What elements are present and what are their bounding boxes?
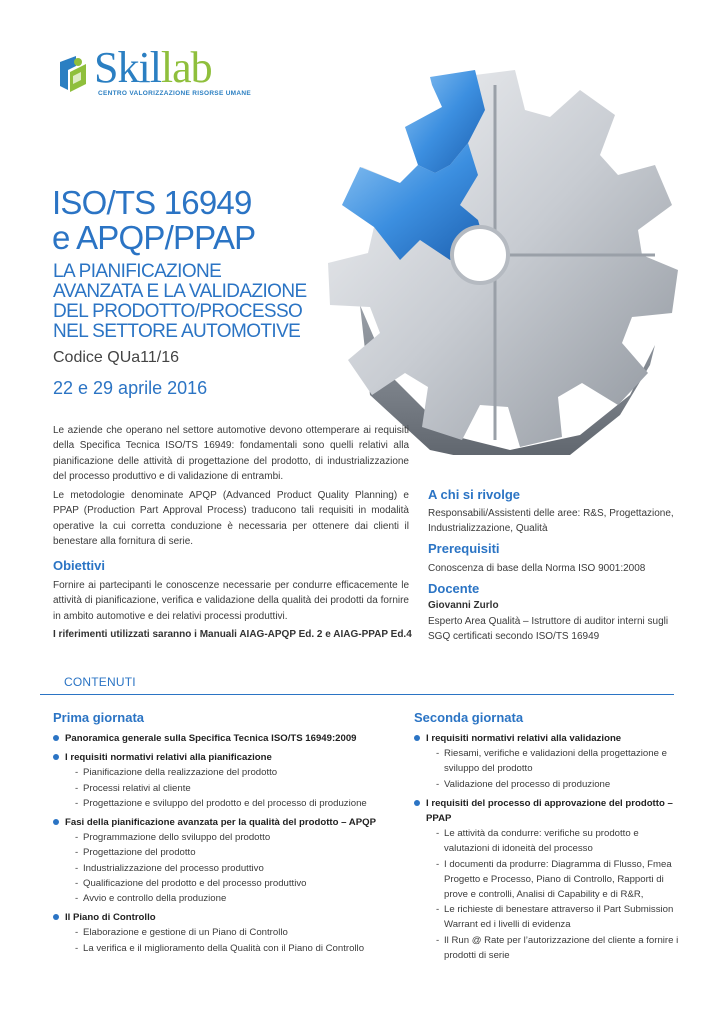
course-dates: 22 e 29 aprile 2016 (53, 378, 208, 398)
subtitle-line: NEL SETTORE AUTOMOTIVE (53, 321, 301, 342)
intro-paragraph-2: Le metodologie denominate APQP (Advanced Product Quality Planning) e PPAP (Production Part Approval Process) traducono tali requisiti in modalità operative la cui corretta conduzione è necessaria per ottenere dai clienti il benestare alla fornitura di serie. (53, 490, 409, 548)
skillab-logo-mark-icon (56, 54, 92, 94)
subtopic: - Avvio e controllo della produzione (75, 891, 403, 906)
logo-tagline: CENTRO VALORIZZAZIONE RISORSE UMANE (98, 90, 252, 97)
logo-wordmark: Skillab (94, 43, 212, 92)
prerequisiti-text: Conoscenza di base della Norma ISO 9001:2008 (428, 563, 646, 574)
riferimenti-text: I riferimenti utilizzati saranno i Manuali AIAG-APQP Ed. 2 e AIAG-PPAP Ed.4 (53, 629, 412, 640)
subtopic: - Le attività da condurre: verifiche su prodotto e valutazioni di idoneità del processo (436, 826, 684, 856)
subtopic: - Le richieste di benestare attraverso il Part Submission Warrant ed i livelli di evidenza (436, 902, 684, 932)
topic-title: I requisiti normativi relativi alla validazione (426, 733, 622, 744)
subtopic: - I documenti da produrre: Diagramma di Flusso, Fmea Progetto e Processo, Piano di Controllo, Rapporti di prove e controlli, Analisi di Capability e di R&R, (436, 857, 684, 903)
subtopic: - Qualificazione del prodotto e del processo produttivo (75, 876, 403, 891)
list-item (414, 731, 684, 792)
contenuti-label: CONTENUTI (64, 675, 136, 689)
intro-paragraph-1: Le aziende che operano nel settore automotive devono ottemperare ai requisiti della Specifica Tecnica ISO/TS 16949: fondamentali sono quelli relativi alla pianificazione delle attività di progettazione del prodotto, di industrializzazione del processo produttivo e di validazione di entrambi. (53, 425, 409, 483)
seconda-giornata-heading: Seconda giornata (414, 710, 524, 725)
course-title-line1: ISO/TS 16949 (52, 184, 252, 221)
prerequisiti-heading: Prerequisiti (428, 541, 500, 556)
bullet-icon (53, 914, 59, 920)
subtopic: - Progettazione del prodotto (75, 845, 403, 860)
prima-giornata-heading: Prima giornata (53, 710, 145, 725)
chi-si-rivolge-heading: A chi si rivolge (428, 487, 520, 502)
subtopic: - Riesami, verifiche e validazioni della progettazione e sviluppo del prodotto (436, 746, 684, 776)
list-item (53, 750, 403, 811)
docente-heading: Docente (428, 581, 480, 596)
subtopic: - Programmazione dello sviluppo del prodotto (75, 830, 403, 845)
subtitle-line: DEL PRODOTTO/PROCESSO (53, 301, 303, 322)
subtopic: - Industrializzazione del processo produttivo (75, 861, 403, 876)
bullet-icon (414, 735, 420, 741)
topic-title: Panoramica generale sulla Specifica Tecnica ISO/TS 16949:2009 (65, 733, 357, 744)
bullet-icon (53, 754, 59, 760)
topic-title: I requisiti normativi relativi alla pianificazione (65, 752, 272, 764)
subtopic: - Il Run @ Rate per l’autorizzazione del cliente a fornire i prodotti di serie (436, 933, 684, 963)
obiettivi-heading: Obiettivi (53, 558, 106, 573)
prima-giornata-list (53, 731, 403, 960)
docente-name: Giovanni Zurlo (428, 600, 499, 611)
seconda-giornata-list (414, 731, 684, 967)
contenuti-divider (40, 694, 674, 695)
topic-title: Fasi della pianificazione avanzata per la qualità del prodotto – APQP (65, 817, 376, 829)
subtitle-line: AVANZATA E LA VALIDAZIONE (53, 281, 307, 302)
list-item (53, 731, 403, 746)
topic-title: I requisiti del processo di approvazione del prodotto – PPAP (426, 797, 673, 825)
skillab-logo (56, 43, 296, 106)
course-code: Codice QUa11/16 (53, 349, 179, 366)
subtopic: - Elaborazione e gestione di un Piano di Controllo (75, 925, 403, 940)
bullet-icon (414, 800, 420, 806)
subtopic: - Progettazione e sviluppo del prodotto e del processo di produzione (75, 796, 403, 811)
topic-title: Il Piano di Controllo (65, 912, 156, 924)
obiettivi-text: Fornire ai partecipanti le conoscenze necessarie per condurre efficacemente le attività di pianificazione, verifica e validazione della qualità dei prodotti da fornire in ambito automotive e dei relativi processi produttivi. (53, 580, 409, 622)
course-subtitle (53, 262, 353, 342)
bullet-icon (53, 735, 59, 741)
subtopic: - Validazione del processo di produzione (436, 777, 684, 792)
list-item (414, 796, 684, 963)
subtopic: - La verifica e il miglioramento della Qualità con il Piano di Controllo (75, 941, 403, 956)
bullet-icon (53, 819, 59, 825)
list-item (53, 815, 403, 906)
course-title-line2: e APQP/PPAP (52, 219, 256, 256)
subtopic: - Pianificazione della realizzazione del prodotto (75, 765, 403, 780)
docente-description: Esperto Area Qualità – Istruttore di auditor interni sugli SGQ certificati secondo ISO/TS 16949 (428, 616, 669, 643)
subtopic: - Processi relativi al cliente (75, 781, 403, 796)
gear-puzzle-illustration (300, 55, 690, 455)
list-item (53, 910, 403, 956)
chi-si-rivolge-text: Responsabili/Assistenti delle aree: R&S, Progettazione, Industrializzazione, Qualità (428, 508, 674, 535)
subtitle-line: LA PIANIFICAZIONE (53, 261, 222, 282)
